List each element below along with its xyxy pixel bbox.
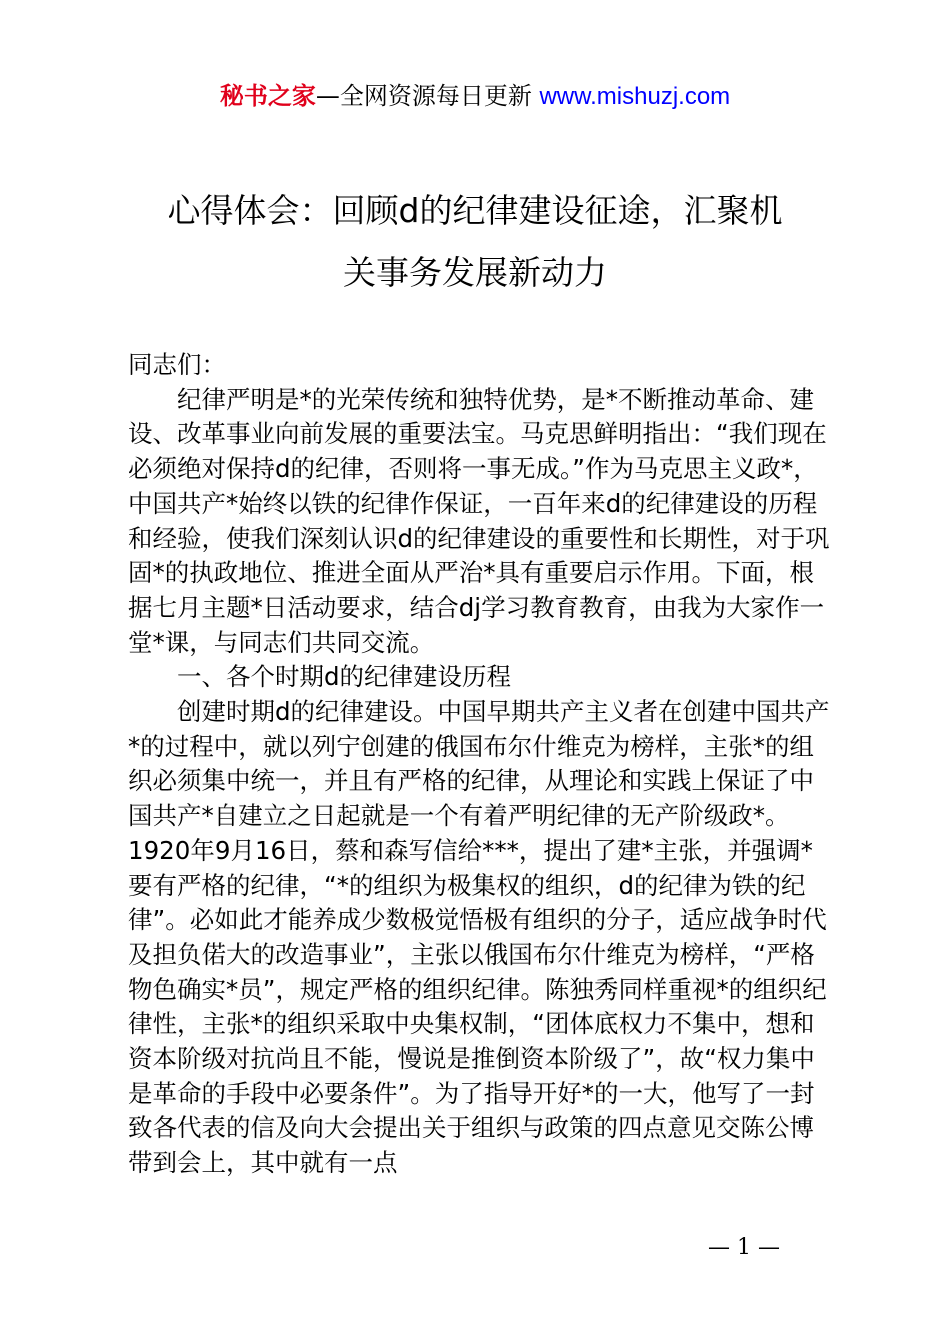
- header-tagline: —全网资源每日更新: [315, 82, 540, 110]
- brand-name: 秘书之家: [219, 82, 316, 110]
- paragraph-founding-period: 创建时期d的纪律建设。中国早期共产主义者在创建中国共产*的过程中，就以列宁创建的俄国布尔什维克为榜样，主张*的组织必须集中统一，并且有严格的纪律，从理论和实践上保证了中国共产*自建立之日起就是一个有着严明纪律的无产阶级政*。1920年9月16日，蔡和森写信给***，提出了建*主张，并强调*要有严格的纪律，“*的组织为极集权的组织，d的纪律为铁的纪律”。必如此才能养成少数极觉悟极有组织的分子，适应战争时代及担负偌大的改造事业”，主张以俄国布尔什维克为榜样，“严格物色确实*员”，规定严格的组织纪律。陈独秀同样重视*的组织纪律性，主张*的组织采取中央集权制，“团体底权力不集中，想和资本阶级对抗尚且不能，慢说是推倒资本阶级了”，故“权力集中是革命的手段中必要条件”。为了指导开好*的一大，他写了一封致各代表的信及向大会提出关于组织与政策的四点意见交陈公博带到会上，其中就有一点: [128, 697, 830, 1178]
- paragraph-intro: 纪律严明是*的光荣传统和独特优势，是*不断推动革命、建设、改革事业向前发展的重要法宝。马克思鲜明指出：“我们现在必须绝对保持d的纪律，否则将一事无成。”作为马克思主义政*，中国共产*始终以铁的纪律作保证，一百年来d的纪律建设的历程和经验，使我们深刻认识d的纪律建设的重要性和长期性，对于巩固*的执政地位、推进全面从严治*具有重要启示作用。下面，根据七月主题*日活动要求，结合dj学习教育教育，由我为大家作一堂*课，与同志们共同交流。: [128, 384, 830, 657]
- section-heading: 一、各个时期d的纪律建设历程: [177, 662, 512, 692]
- header-url[interactable]: www.mishuzj.com: [539, 83, 731, 110]
- greeting: 同志们：: [128, 350, 226, 379]
- document-body: [128, 348, 834, 1181]
- document-title: [0, 180, 950, 304]
- title-line-1: 心得体会：回顾d的纪律建设征途，汇聚机: [167, 191, 783, 230]
- page-number: — 1 —: [708, 1235, 780, 1260]
- site-header: [0, 80, 950, 113]
- title-line-2: 关事务发展新动力: [343, 253, 607, 292]
